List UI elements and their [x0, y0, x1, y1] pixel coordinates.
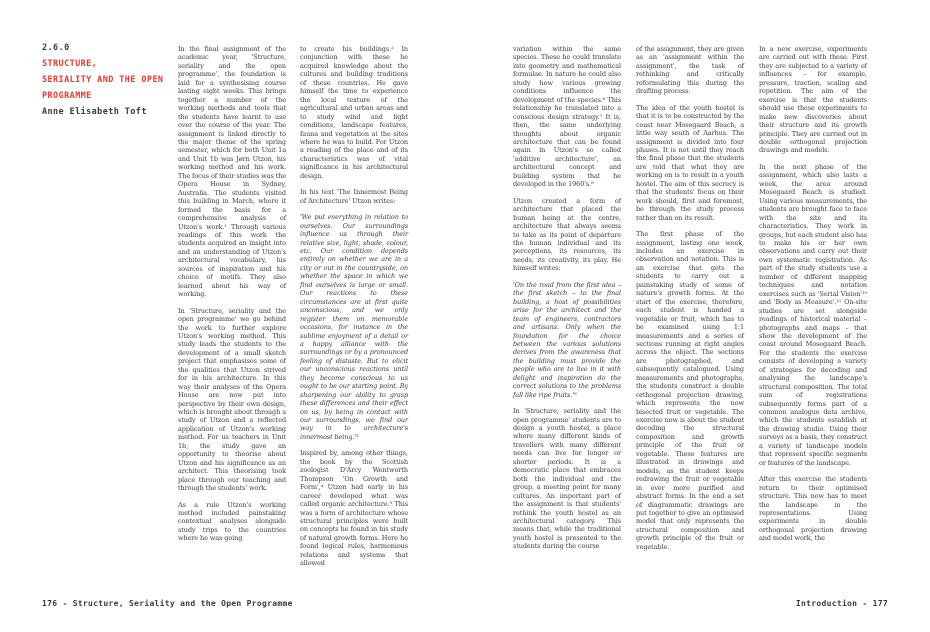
- paragraph: In the next phase of the assignment, which also lasts a week, the area around Mosegaard Beach is studied. Using various measurements, the students are brought face to face with the site and its characteristics. They work in groups, but each student also has to make his or her own observations and carry out their own systematic registration. As part of the study students use a number of different mapping techniques and notation exercises such as 'Serial Vision'¹⁰ and 'Body as Measure'.¹¹ On-site studies are set alongside readings of historical material – photographs and maps – that show the development of the coast around Mosegaard Beach. For the students the exercise consists of developing a variety of strategies for decoding and analysing the landscape's structural composition. The total sum of registrations subsequently forms part of a common analogue data archive, which the students establish at the drawing studio. Using their surveys as a basis, they construct a variety of landscape models that represent specific segments or features of the landscape.: [759, 162, 868, 467]
- quote-paragraph: 'We put everything in relation to ourselves. Our surroundings influence us through their relative size, light, shade, colour, etc. Our condition depends entirely on whether we are in a city or out in the countryside, on whether the space in which we find ourselves is large or small. Our reactions to these circumstances are at first quite unconscious, and we only register them on memorable occasions, for instance in the sublime enjoyment of a detail or a happy alliance with the surroundings or by a pronounced feeling of distaste. But to elicit our unconscious reactions until they become conscious to us ought to be our starting point. By sharpening our ability to grasp these differences and their effect on us, by being in contact with our surroundings, we find our way in to architecture's innermost being.'³: [300, 213, 408, 441]
- chapter-number: 2.6.0: [42, 43, 70, 53]
- chapter-header: [42, 44, 172, 124]
- page-footer-right: Introduction - 177: [795, 599, 888, 608]
- text-column-4: [636, 45, 744, 559]
- paragraph: Inspired by, among other things, the book by the Scottish zoologist D'Arcy Wentworth Thompson 'On Growth and Form',⁴ Utzon had early in his career developed what was called organic architecture.⁵ This was a form of architecture whose structural principles were built on concepts he found in his study of natural growth forms. Here he found logical rules, harmonious relations and systems that allowed: [300, 449, 408, 568]
- paragraph: Utzon created a form of architecture that placed the human being at the centre, architecture that always seems to take as its point of departure the human individual and its perceptions, its resources, its needs, its creativity, its play. He himself writes:: [513, 196, 621, 273]
- text-column-3: [513, 45, 621, 559]
- paragraph: In 'Structure, seriality and the open programme' students are to design a youth hostel, a place where many different kinds of travellers with many different needs can live for longer or shorter periods. It is a democratic place that embraces both the individual and the group, a meeting point for many cultures. An important part of the assignment is that students' rethink the youth hostel as an architectural category. This means that, while the traditional youth hostel is presented to the students during the course: [513, 407, 621, 551]
- paragraph: As a rule Utzon's working method included painstaking contextual analyses alongside study trips to the countries where he was going: [178, 500, 286, 543]
- chapter-title-line-3: PROGRAMME: [42, 91, 92, 101]
- paragraph: to create his buildings.² In conjunction with these he acquired knowledge about the cultures and building traditions of these countries. He gave himself the time to experience the local texture of the agricultural and urban areas and to study wind and light conditions, landscape features, fauna and vegetation at the sites where he was to build. For Utzon a reading of the place and of its characteristics was of vital significance in his architectural design.: [300, 45, 408, 180]
- page-footer-left: 176 - Structure, Seriality and the Open Programme: [42, 599, 293, 608]
- paragraph: After this exercise the students return to their optimised structure. This now has to meet the landscape in the representations. Using experiments in double orthogonal projection drawing and model work, the: [759, 475, 867, 543]
- chapter-title-line-2: SERIALITY AND THE OPEN: [42, 75, 164, 85]
- paragraph: variation within the same species. These he could translate into geometry and mathematical formulae. In nature he could also study how various growing conditions influence the development of the species.⁶ This relationship he translated into a conscious design strategy.⁷ It is, then, the same underlying thoughts about organic architecture that can be found again in Utzon's so called 'additive architecture', an architectural concept and building system that he developed in the 1960's.⁸: [513, 45, 621, 189]
- paragraph: In 'Structure, seriality and the open programme' we go behind the work to further explore Utzon's working method. This study leads the students to the development of a small sketch project that emphasises some of the qualities that Utzon strived for in his architecture. In this way their analyses of the Opera House are now put into perspective by their own design, which is brought about through a study of Utzon and a reflected application of Utzon's working method. For us teachers in Unit 1b, the study gave an opportunity to theorise about Utzon and his significance as an architect. This theorising took place through our teaching and through the students' work.: [178, 306, 286, 493]
- text-column-2: [300, 45, 408, 576]
- paragraph: In the final assignment of the academic year, 'Structure, seriality and the open programme', the foundation is laid for a synthesising course lasting eight weeks. This brings together a number of the working methods and tools that the students have learnt to use over the course of the year. The assignment is linked directly to the major theme of the spring semester, which for both Unit 1a and Unit 1b was Jørn Utzon, his working method and his work. The focus of their studies was the Opera House in Sydney, Australia. The students visited this building in March, where it formed the basis for a comprehensive analysis of Utzon's work.¹ Through various readings of this work the students acquired an insight into and an understanding of Utzon's architectural vocabulary, his sources of inspiration and his choice of motifs. They also learned about his way of working.: [178, 45, 286, 299]
- quote-paragraph: 'On the road from the first idea – the first sketch – to the final building, a host of possibilities arise for the architect and the team of engineers, contractors and artisans. Only when the foundation for the choice between the various solutions derives from the awareness that the building must provide the people who are to live in it with delight and inspiration do the correct solutions to the problems fall like ripe fruits.'⁹: [513, 280, 621, 399]
- text-column-1: [178, 45, 286, 551]
- paragraph: In a new exercise, experiments are carried out with these. First they are subjected to a variety of influences – for example, pressure, traction, scaling and repetition. The aim of the exercise is that the students should use these experiments to make new discoveries about their structure and its growth principle. They are carried out in double orthogonal projection drawings and models.: [759, 45, 867, 155]
- chapter-title-line-1: STRUCTURE,: [42, 59, 98, 69]
- paragraph: of the assignment, they are given as an 'assignment within the assignment', the task of rethinking and critically reformulating this during the drafting process.: [636, 45, 744, 96]
- paragraph: In his text 'The Innermost Being of Architecture' Utzon writes:: [300, 188, 408, 205]
- text-column-5: [759, 45, 867, 551]
- paragraph: The first phase of the assignment, lasting one week, includes an exercise in observation and notation. This is an exercise that gets the students to carry out a painstaking study of some of nature's growth forms. At the start of the exercise, therefore, each student is handed a vegetable or fruit, which has to be examined using 1:1 measurements and a series of sections running at right angles across the object. The sections are photographed, and subsequently catalogued. Using measurements and photographs, the students construct a double orthogonal projection drawing, which represents the now bisected fruit or vegetable. The exercise now is about the student decoding the structural composition and growth principle of the fruit or vegetable. These features are illustrated in drawings and models, as the student keeps redrawing the fruit or vegetable in ever more purified and abstract forms. In the end a set of diagrammatic drawings are put together to give an optimised model that only represents the structural composition and growth principle of the fruit or vegetable.: [636, 230, 744, 551]
- paragraph: The idea of the youth hostel is that it is to be constructed by the coast near Mosegaard Beach, a little way south of Aarhus. The assignment is divided into four phases. It is not until they reach the final phase that the students are told that what they are working on is to result in a youth hostel. The aim of this secrecy is that the students' focus on their work should, first and foremost, be through the study process rather than on its result.: [636, 103, 744, 222]
- chapter-author: Anne Elisabeth Toft: [42, 107, 147, 117]
